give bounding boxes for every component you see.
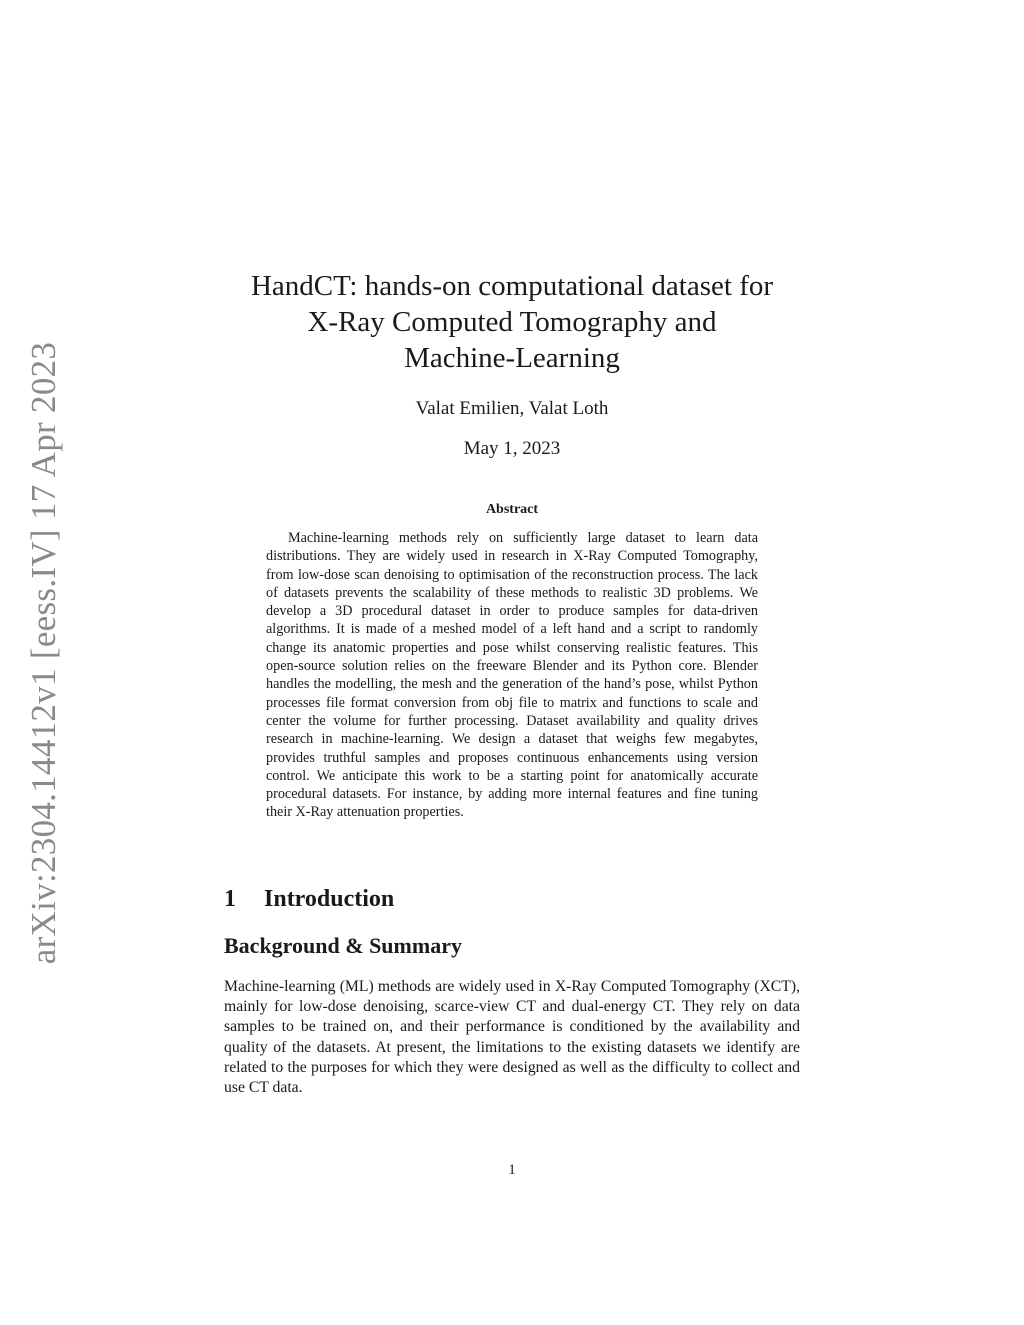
introduction-paragraph: Machine-learning (ML) methods are widely used in X-Ray Computed Tomography (XCT), mainly for low-dose denoising, scarce-view CT and dual-energy CT. They rely on data samples to be trained on, and their performance is conditioned by the availability and quality of the datasets. At present, the limitations to the existing datasets we identify are related to the purposes for which they were designed as well as the difficulty to collect and use CT data. [224, 978, 800, 1097]
paper-authors: Valat Emilien, Valat Loth [415, 398, 609, 419]
subsection-heading: Background & Summary [224, 933, 462, 958]
paper-title [0, 268, 1024, 376]
section-number: 1 [224, 886, 236, 912]
paper-title-line: X-Ray Computed Tomography and [307, 306, 717, 338]
abstract-heading: Abstract [485, 502, 539, 517]
section-heading [224, 886, 394, 913]
paper-title-line: Machine-Learning [404, 342, 620, 374]
paper-title-line: HandCT: hands-on computational dataset for [250, 270, 774, 302]
abstract-body: Machine-learning methods rely on sufficiently large dataset to learn data distributions. They are widely used in research in X-Ray Computed Tomography, from low-dose scan denoising to optimisation of the reconstruction process. The lack of datasets prevents the scalability of these methods to realistic 3D problems. We develop a 3D procedural dataset in order to produce samples for data-driven algorithms. It is made of a meshed model of a left hand and a script to randomly change its anatomic properties and pose whilst conserving realistic features. This open-source solution relies on the freeware Blender and its Python core. Blender handles the modelling, the mesh and the generation of the hand’s pose, whilst Python processes file format conversion from obj file to matrix and functions to scale and center the volume for further processing. Dataset availability and quality drives research in machine-learning. We design a dataset that weighs few megabytes, provides truthful samples and proposes continuous enhancements using version control. We anticipate this work to be a starting point for anatomically accurate procedural datasets. For instance, by adding more internal features and fine tuning their X-Ray attenuation properties. [266, 530, 758, 821]
arxiv-identifier-stamp: arXiv:2304.14412v1 [eess.IV] 17 Apr 2023 [24, 341, 63, 965]
section-title: Introduction [264, 886, 395, 912]
paper-date: May 1, 2023 [463, 438, 561, 459]
page-number: 1 [508, 1162, 516, 1178]
